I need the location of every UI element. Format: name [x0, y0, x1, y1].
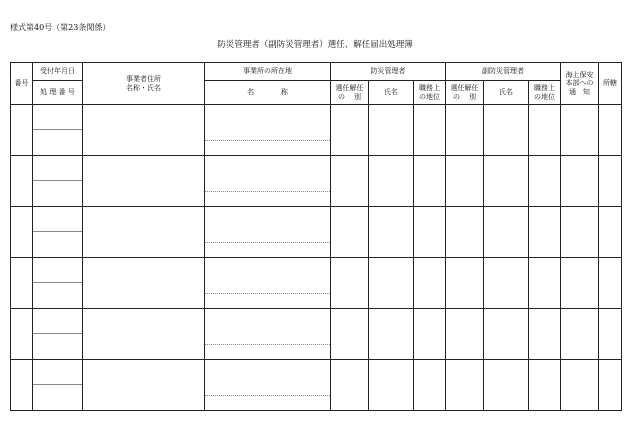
table-row[interactable]: [11, 309, 622, 360]
dm-position-bottom: の地位: [419, 92, 440, 101]
entry-cell[interactable]: [484, 360, 529, 411]
header-sdm-appoint: [446, 81, 484, 105]
sdm-appoint-top: 選任解任: [450, 84, 479, 93]
dm-appoint-no: の: [338, 92, 346, 101]
entry-cell[interactable]: [205, 156, 331, 207]
entry-cell[interactable]: [484, 156, 529, 207]
entry-cell[interactable]: [205, 258, 331, 309]
entry-cell[interactable]: [369, 156, 414, 207]
header-operator-name: 名称・氏名: [126, 83, 161, 92]
coast-guard-line-1: 海上保安: [565, 71, 594, 80]
entry-cell[interactable]: [529, 207, 561, 258]
entry-cell[interactable]: [599, 207, 622, 258]
entry-cell[interactable]: [414, 309, 446, 360]
entry-cell[interactable]: [414, 105, 446, 156]
site-name-a: 名: [247, 88, 255, 97]
site-name-b: 称: [280, 88, 288, 97]
entry-cell[interactable]: [599, 105, 622, 156]
entry-cell[interactable]: [529, 309, 561, 360]
header-sdm-position: [529, 81, 561, 105]
entry-cell[interactable]: [599, 309, 622, 360]
entry-cell[interactable]: [33, 156, 83, 207]
entry-cell[interactable]: [561, 105, 599, 156]
coast-guard-3a: 通: [569, 87, 577, 96]
entry-cell[interactable]: [529, 360, 561, 411]
coast-guard-line-2: 本部への: [565, 79, 594, 88]
entry-cell[interactable]: [529, 156, 561, 207]
entry-cell[interactable]: [205, 207, 331, 258]
sdm-appoint-no: の: [453, 92, 461, 101]
header-disaster-manager: 防災管理者: [331, 63, 446, 81]
entry-cell[interactable]: [331, 207, 369, 258]
table-row[interactable]: [11, 105, 622, 156]
dm-appoint-kind: 別: [353, 92, 361, 101]
entry-cell[interactable]: [83, 105, 205, 156]
entry-cell[interactable]: [561, 309, 599, 360]
entry-cell[interactable]: [83, 156, 205, 207]
entry-cell[interactable]: [484, 309, 529, 360]
header-processing-no: 処 理 番 号: [33, 81, 83, 105]
entry-cell[interactable]: [414, 156, 446, 207]
entry-cell[interactable]: [369, 309, 414, 360]
entry-cell[interactable]: [561, 360, 599, 411]
table-row[interactable]: [11, 207, 622, 258]
register-body: [11, 105, 622, 411]
coast-guard-3b: 知: [582, 87, 590, 96]
entry-cell[interactable]: [33, 258, 83, 309]
entry-cell[interactable]: [446, 258, 484, 309]
entry-cell[interactable]: [83, 258, 205, 309]
entry-cell[interactable]: [599, 258, 622, 309]
sdm-appoint-kind: 別: [468, 92, 476, 101]
entry-cell[interactable]: [205, 309, 331, 360]
header-received-date: 受付年月日: [33, 63, 83, 81]
entry-cell[interactable]: [484, 105, 529, 156]
entry-cell[interactable]: [205, 105, 331, 156]
entry-cell[interactable]: [33, 360, 83, 411]
form-number: 様式第40号（第23条関係）: [10, 23, 111, 32]
sdm-position-bottom: の地位: [534, 92, 555, 101]
entry-cell[interactable]: [11, 207, 33, 258]
entry-cell[interactable]: [414, 360, 446, 411]
entry-cell[interactable]: [11, 258, 33, 309]
entry-cell[interactable]: [11, 156, 33, 207]
entry-cell[interactable]: [331, 309, 369, 360]
sdm-position-top: 職務上: [534, 84, 555, 93]
entry-cell[interactable]: [446, 360, 484, 411]
dm-appoint-top: 選任解任: [335, 84, 364, 93]
entry-cell[interactable]: [414, 258, 446, 309]
sdm-appoint-bottom: [446, 93, 483, 101]
entry-cell[interactable]: [529, 258, 561, 309]
table-row[interactable]: [11, 258, 622, 309]
table-row[interactable]: [11, 156, 622, 207]
entry-cell[interactable]: [11, 309, 33, 360]
entry-cell[interactable]: [369, 207, 414, 258]
entry-cell[interactable]: [484, 207, 529, 258]
header-dm-name: 氏名: [369, 81, 414, 105]
entry-cell[interactable]: [205, 360, 331, 411]
header-coast-guard-notice: [561, 63, 599, 105]
header-dm-appoint: [331, 81, 369, 105]
header-site-name: [205, 81, 331, 105]
entry-cell[interactable]: [331, 258, 369, 309]
entry-cell[interactable]: [33, 207, 83, 258]
entry-cell[interactable]: [446, 207, 484, 258]
header-site-location: 事業所の所在地: [205, 63, 331, 81]
entry-cell[interactable]: [561, 258, 599, 309]
entry-cell[interactable]: [11, 360, 33, 411]
entry-cell[interactable]: [369, 258, 414, 309]
entry-cell[interactable]: [83, 360, 205, 411]
header-operator: [83, 63, 205, 105]
entry-cell[interactable]: [446, 309, 484, 360]
header-dm-position: [414, 81, 446, 105]
entry-cell[interactable]: [599, 156, 622, 207]
header-sdm-name: 氏名: [484, 81, 529, 105]
header-sub-disaster-manager: 副防災管理者: [446, 63, 561, 81]
dm-appoint-bottom: [331, 93, 368, 101]
entry-cell[interactable]: [369, 105, 414, 156]
entry-cell[interactable]: [529, 105, 561, 156]
entry-cell[interactable]: [446, 105, 484, 156]
coast-guard-line-3: [561, 88, 598, 96]
entry-cell[interactable]: [83, 309, 205, 360]
header-operator-address: 事業者住所: [126, 75, 161, 84]
entry-cell[interactable]: [484, 258, 529, 309]
entry-cell[interactable]: [83, 207, 205, 258]
entry-cell[interactable]: [11, 105, 33, 156]
header-remarks: 所轄: [599, 63, 622, 105]
document-title: 防災管理者（副防災管理者）選任、解任届出処理簿: [217, 40, 413, 50]
entry-cell[interactable]: [331, 105, 369, 156]
entry-cell[interactable]: [33, 105, 83, 156]
entry-cell[interactable]: [331, 360, 369, 411]
entry-cell[interactable]: [369, 360, 414, 411]
entry-cell[interactable]: [561, 156, 599, 207]
dm-position-top: 職務上: [419, 84, 440, 93]
entry-cell[interactable]: [446, 156, 484, 207]
entry-cell[interactable]: [331, 156, 369, 207]
entry-cell[interactable]: [599, 360, 622, 411]
table-row[interactable]: [11, 360, 622, 411]
entry-cell[interactable]: [33, 309, 83, 360]
entry-cell[interactable]: [561, 207, 599, 258]
header-number: 番号: [11, 63, 33, 105]
register-table: [10, 62, 622, 411]
entry-cell[interactable]: [414, 207, 446, 258]
